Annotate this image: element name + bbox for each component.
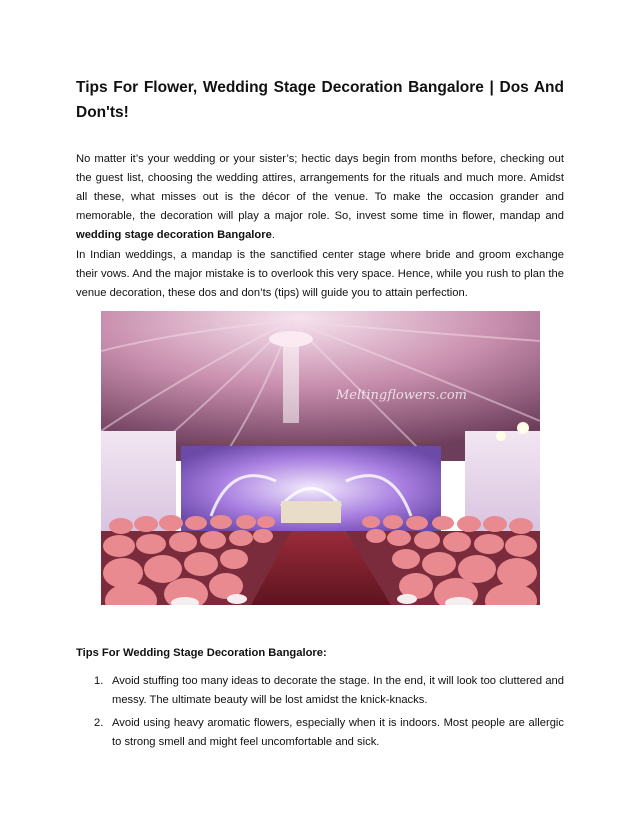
list-item-text: Avoid using heavy aromatic flowers, especially when it is indoors. Most people are allergic to strong smell and might feel uncomfortable and sick. [112,717,564,748]
intro-bold-keyword: wedding stage decoration Bangalore [76,229,272,241]
list-item [76,672,564,710]
tips-subheading: Tips For Wedding Stage Decoration Bangalore: [76,647,327,659]
photo-watermark: Meltingflowers.com [336,388,468,403]
intro-paragraph [76,150,564,245]
wedding-stage-photo [101,311,540,605]
tips-list [76,672,564,756]
intro-text: No matter it’s your wedding or your sister’s; hectic days begin from months before, checking out the guest list, choosing the wedding attires, arrangements for the rituals and much more. Amidst all these, what misses out is the décor of the venue. To make the occasion grander and memorable, the decoration will play a major role. So, invest some time in flower, mandap and [76,153,564,222]
stage-sofa [281,501,341,523]
mandap-paragraph: In Indian weddings, a mandap is the sanctified center stage where bride and groom exchange their vows. And the major mistake is to overlook this very space. Hence, while you rush to plan the venue decoration, these dos and don’ts (tips) will guide you to attain perfection. [76,249,564,299]
article-title: Tips For Flower, Wedding Stage Decoration Bangalore | Dos And Don'ts! [76,79,564,121]
list-item-number: 2. [94,717,104,729]
intro-text-end: . [271,229,275,241]
list-item-text: Avoid stuffing too many ideas to decorate the stage. In the end, it will look too cluttered and messy. The ultimate beauty will be lost amidst the knick-knacks. [112,675,564,706]
list-item-number: 1. [94,675,104,687]
list-item [76,714,564,752]
